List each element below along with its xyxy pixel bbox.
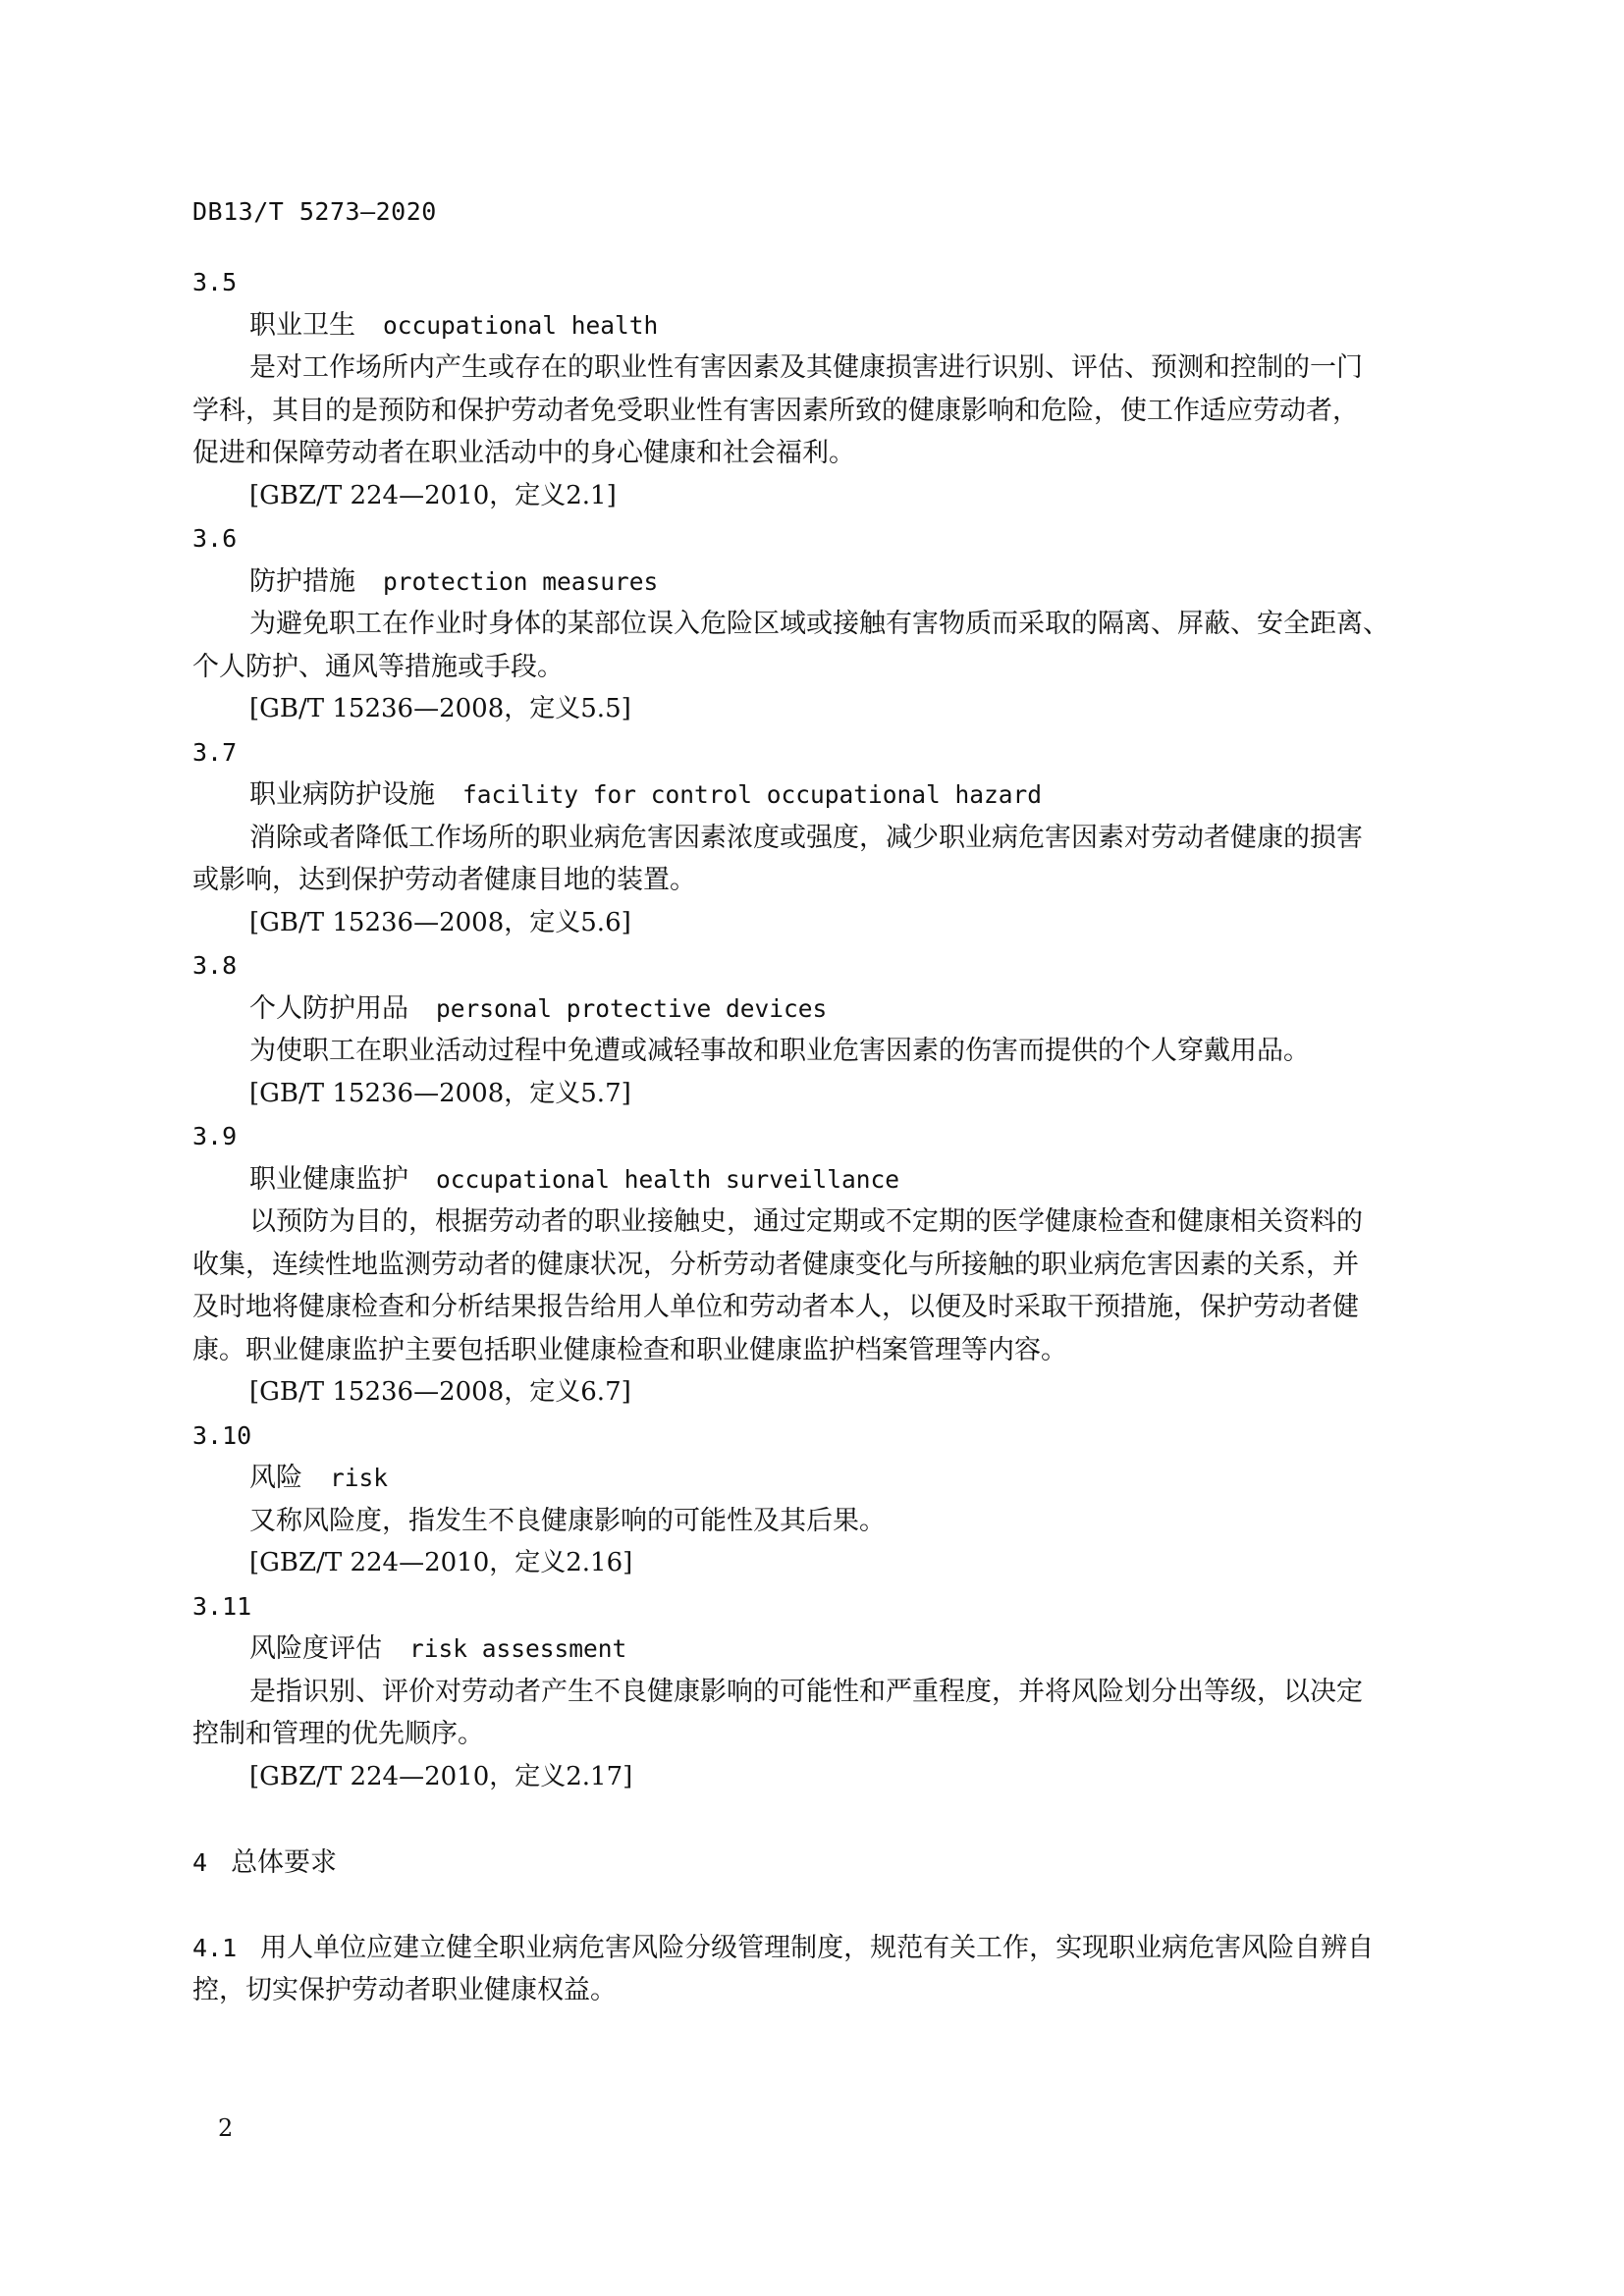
definition-text-line: 控制和管理的优先顺序。 — [192, 1719, 484, 1749]
term-english: risk assessment — [409, 1634, 627, 1663]
definition-number: 3.9 — [192, 1122, 238, 1150]
page-number: 2 — [218, 2114, 234, 2142]
section-spacer — [192, 1798, 1469, 1842]
definition-3-9 — [192, 1115, 1469, 1415]
definition-reference: [GB/T 15236—2008，定义5.7] — [249, 1078, 631, 1108]
definition-text-line: 或影响，达到保护劳动者健康目地的装置。 — [192, 865, 696, 895]
definition-text-line: 是对工作场所内产生或存在的职业性有害因素及其健康损害进行识别、评估、预测和控制的一门 — [249, 352, 1363, 383]
term-chinese: 防护措施 — [249, 565, 355, 597]
definitions-content — [192, 261, 1469, 2012]
term-chinese: 风险度评估 — [249, 1633, 382, 1664]
definition-reference: [GBZ/T 224—2010，定义2.17] — [249, 1761, 633, 1791]
definition-reference: [GB/T 15236—2008，定义6.7] — [249, 1377, 631, 1407]
definition-text-line: 个人防护、通风等措施或手段。 — [192, 651, 564, 682]
definition-3-5 — [192, 261, 1469, 517]
definition-number: 3.11 — [192, 1591, 252, 1621]
definition-reference: [GB/T 15236—2008，定义5.6] — [249, 907, 631, 937]
section-spacer — [192, 1884, 1469, 1927]
chapter-title: 总体要求 — [231, 1846, 338, 1878]
definition-3-6 — [192, 517, 1469, 731]
definition-reference: [GB/T 15236—2008，定义5.5] — [249, 694, 631, 723]
term-english: occupational health surveillance — [436, 1164, 900, 1194]
term-english: occupational health — [383, 310, 659, 340]
definition-3-10 — [192, 1415, 1469, 1585]
definition-text-line: 康。职业健康监护主要包括职业健康检查和职业健康监护档案管理等内容。 — [192, 1334, 1067, 1365]
clause-text-line: 控，切实保护劳动者职业健康权益。 — [192, 1975, 617, 2005]
definition-number: 3.5 — [192, 268, 238, 296]
definition-number: 3.6 — [192, 524, 238, 553]
definition-text-line: 及时地将健康检查和分析结果报告给用人单位和劳动者本人，以便及时采取干预措施，保护劳动者健 — [192, 1292, 1359, 1322]
clause-text-line: 用人单位应建立健全职业病危害风险分级管理制度，规范有关工作，实现职业病危害风险自辨自 — [260, 1932, 1375, 1963]
definition-text-line: 为避免职工在作业时身体的某部位误入危险区域或接触有害物质而采取的隔离、屏蔽、安全距离、 — [249, 609, 1389, 639]
definition-number: 3.7 — [192, 737, 238, 767]
definition-text-line: 学科，其目的是预防和保护劳动者免受职业性有害因素所致的健康影响和危险，使工作适应劳动者， — [192, 395, 1359, 426]
definition-3-7 — [192, 731, 1469, 945]
chapter-number: 4 — [192, 1847, 208, 1877]
definition-text-line: 以预防为目的，根据劳动者的职业接触史，通过定期或不定期的医学健康检查和健康相关资料的 — [249, 1206, 1363, 1237]
definition-text-line: 又称风险度，指发生不良健康影响的可能性及其后果。 — [249, 1505, 886, 1536]
definition-text-line: 消除或者降低工作场所的职业病危害因素浓度或强度，减少职业病危害因素对劳动者健康的损害 — [249, 822, 1363, 853]
term-chinese: 风险 — [249, 1463, 302, 1493]
clause-4-1 — [192, 1927, 1469, 2012]
definition-text-line: 是指识别、评价对劳动者产生不良健康影响的可能性和严重程度，并将风险划分出等级，以决定 — [249, 1676, 1363, 1707]
term-chinese: 职业卫生 — [249, 309, 355, 341]
standard-code: DB13/T 5273—2020 — [192, 197, 437, 226]
term-chinese: 个人防护用品 — [249, 992, 408, 1024]
definition-text-line: 收集，连续性地监测劳动者的健康状况，分析劳动者健康变化与所接触的职业病危害因素的关系，并 — [192, 1249, 1359, 1280]
clause-number: 4.1 — [192, 1933, 238, 1962]
definition-reference: [GBZ/T 224—2010，定义2.1] — [249, 480, 617, 510]
term-chinese: 职业健康监护 — [249, 1163, 408, 1195]
term-english: facility for control occupational hazard — [462, 780, 1043, 809]
chapter-heading — [192, 1842, 1469, 1885]
definition-reference: [GBZ/T 224—2010，定义2.16] — [249, 1548, 633, 1577]
term-chinese: 职业病防护设施 — [249, 779, 435, 810]
definition-text-line: 为使职工在职业活动过程中免遭或减轻事故和职业危害因素的伤害而提供的个人穿戴用品。 — [249, 1036, 1310, 1066]
term-english: risk — [330, 1464, 389, 1492]
definition-number: 3.8 — [192, 951, 238, 980]
definition-number: 3.10 — [192, 1420, 252, 1450]
definition-3-8 — [192, 944, 1469, 1115]
term-english: personal protective devices — [436, 993, 828, 1023]
term-english: protection measures — [383, 566, 659, 596]
definition-3-11 — [192, 1585, 1469, 1799]
definition-text-line: 促进和保障劳动者在职业活动中的身心健康和社会福利。 — [192, 438, 855, 468]
